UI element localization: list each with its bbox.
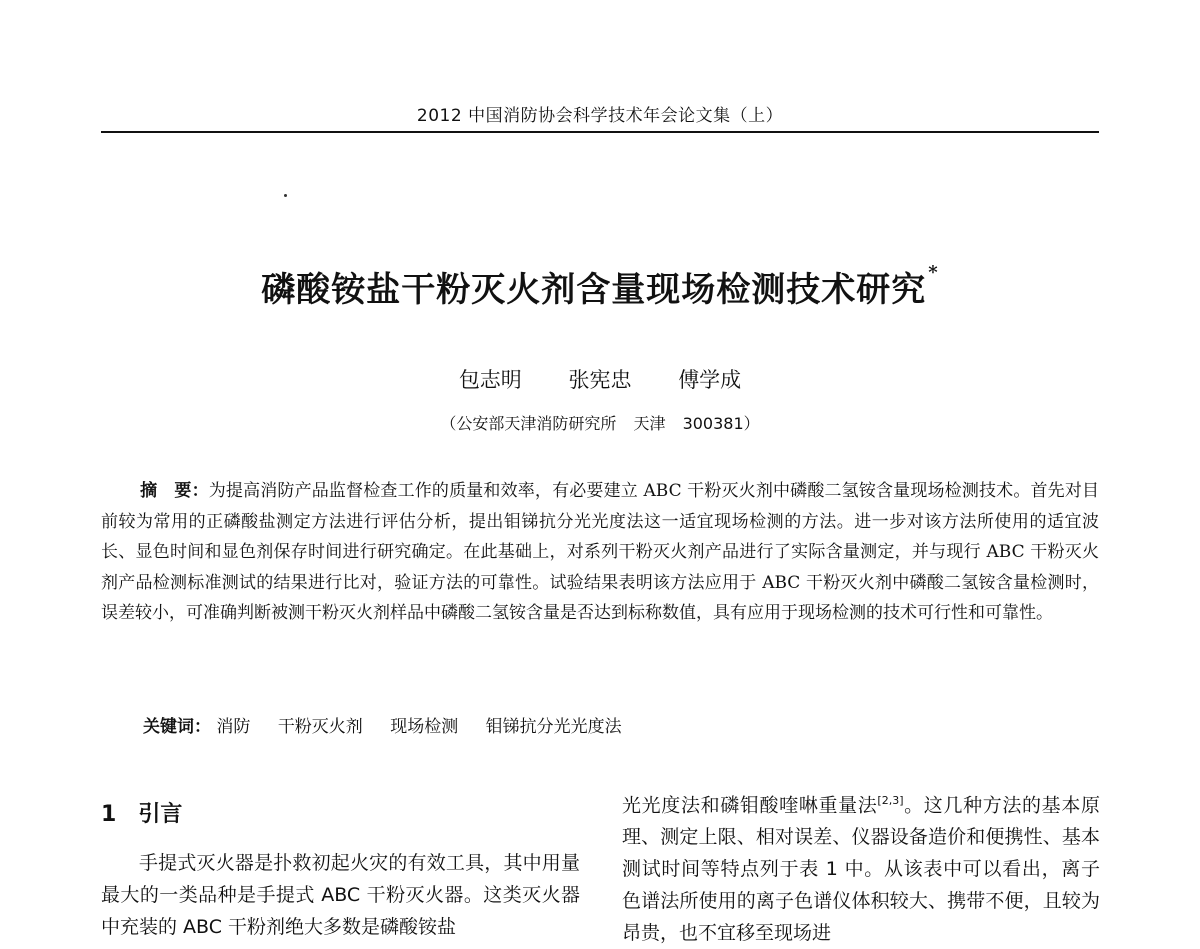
- affiliation-postcode: 300381）: [682, 414, 760, 433]
- keywords-label: 关键词：: [143, 717, 211, 737]
- paper-title: [0, 262, 1200, 311]
- keywords: [143, 712, 644, 737]
- right-text-start: 光光度法和磷钼酸喹啉重量法: [622, 794, 878, 817]
- body-column-right: [622, 785, 1100, 949]
- affiliation-institute: （公安部天津消防研究所: [440, 414, 617, 433]
- citation: [2,3]: [877, 794, 904, 807]
- abstract-text: 为提高消防产品监督检查工作的质量和效率，有必要建立 ABC 干粉灭火剂中磷酸二氢铵含量现场检测技术。首先对目前较为常用的正磷酸盐测定方法进行评估分析，提出钼锑抗分光光度法这一适宜现场检测的方法。进一步对该方法所使用的适宜波长、显色时间和显色剂保存时间进行研究确定。在此基础上，对系列干粉灭火剂产品进行了实际含量测定，并与现行 ABC 干粉灭火剂产品检测标准测试的结果进行比对，验证方法的可靠性。试验结果表明该方法应用于 ABC 干粉灭火剂中磷酸二氢铵含量检测时，误差较小，可准确判断被测干粉灭火剂样品中磷酸二氢铵含量是否达到标称数值，具有应用于现场检测的技术可行性和可靠性。: [101, 481, 1099, 623]
- author-name: 包志明: [458, 368, 522, 392]
- scan-speck: [284, 194, 287, 197]
- author-name: 张宪忠: [568, 368, 632, 392]
- title-footnote-mark: *: [928, 262, 939, 283]
- affiliation: [0, 411, 1200, 434]
- affiliation-city: 天津: [633, 414, 666, 433]
- right-text-rest: 。这几种方法的基本原理、测定上限、相对误差、仪器设备造价和便携性、基本测试时间等特点列于表 1 中。从该表中可以看出，离子色谱法所使用的离子色谱仪体积较大、携带不便，且较为昂贵，也不宜移至现场进: [622, 794, 1100, 945]
- keyword-item: 钼锑抗分光光度法: [485, 717, 622, 737]
- paper-title-text: 磷酸铵盐干粉灭火剂含量现场检测技术研究: [261, 270, 927, 310]
- section-number: 1: [101, 802, 117, 827]
- section-heading: [101, 797, 182, 828]
- author-name: 傅学成: [678, 368, 742, 392]
- abstract-label: 摘 要：: [140, 481, 209, 501]
- header-rule: [101, 131, 1099, 133]
- running-header: 2012 中国消防协会科学技术年会论文集（上）: [416, 106, 784, 126]
- keyword-item: 消防: [216, 717, 251, 737]
- author-list: [0, 364, 1200, 394]
- section-title: 引言: [138, 802, 183, 827]
- keyword-item: 现场检测: [390, 717, 459, 737]
- abstract: [101, 476, 1099, 629]
- body-column-left: 手提式灭火器是扑救初起火灾的有效工具，其中用量最大的一类品种是手提式 ABC 干粉灭火器。这类灭火器中充装的 ABC 干粉剂绝大多数是磷酸铵盐: [101, 852, 580, 938]
- keyword-item: 干粉灭火剂: [277, 717, 363, 737]
